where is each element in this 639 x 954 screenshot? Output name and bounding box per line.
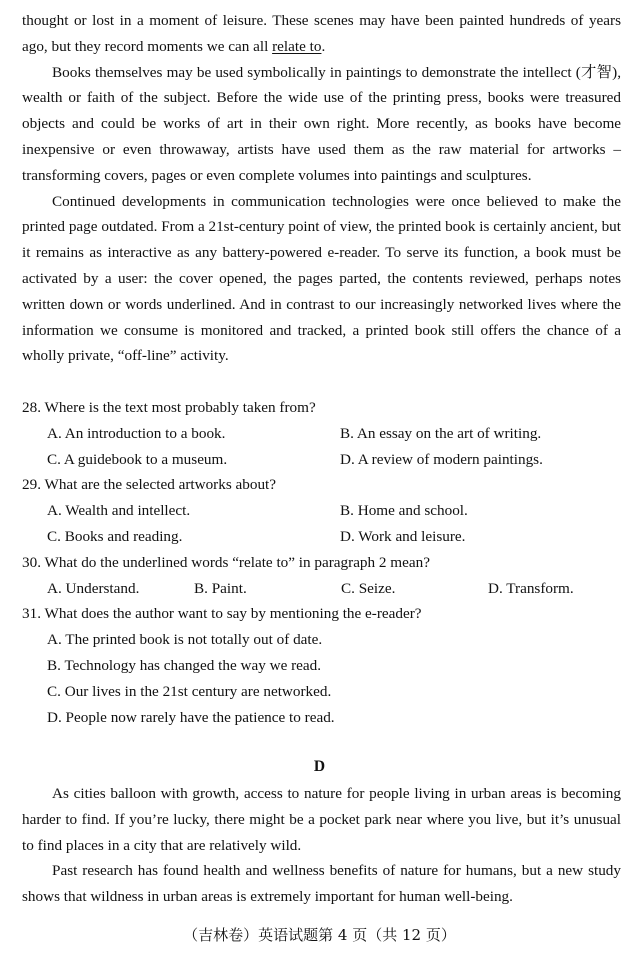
passage-c-paragraph-2: Books themselves may be used symbolically in paintings to demonstrate the intellect (才智), wealth or faith of the subject. Before the wide use of the printing press, books were treasured objects and could be works of art in their own right. More recently, as books have become inexpensive or even throwaway, artists have used them as the raw material for artworks – transforming covers, pages or even complete volumes into paintings and sculptures. — [22, 63, 621, 184]
passage-d — [22, 781, 621, 910]
passage-c — [22, 8, 621, 369]
question-29 — [22, 472, 621, 549]
option-c: C. A guidebook to a museum. — [47, 450, 228, 468]
option-c: C. Our lives in the 21st century are networked. — [47, 682, 332, 700]
passage-c-paragraph-3: Continued developments in communication technologies were once believed to make the printed page outdated. From a 21st-century point of view, the printed book is certainly ancient, but it remains as interactive as any battery-powered e-reader. To serve its function, a book must be activated by a user: the cover opened, the pages parted, the contents reviewed, perhaps notes written down or words underlined. And in contrast to our increasingly networked lives where the information we consume is monitored and tracked, a printed book still offers the chance of a wholly private, “off-line” activity. — [22, 192, 621, 365]
question-30 — [22, 550, 621, 602]
option-b: B. Paint. — [194, 579, 247, 597]
option-b: B. An essay on the art of writing. — [340, 424, 542, 442]
option-d: D. A review of modern paintings. — [340, 450, 543, 468]
page-footer: （吉林卷）英语试题第 4 页（共 12 页） — [183, 926, 456, 944]
option-d: D. Work and leisure. — [340, 527, 466, 545]
option-d: D. Transform. — [488, 579, 574, 597]
option-a: A. The printed book is not totally out of date. — [47, 631, 323, 649]
option-a: A. Wealth and intellect. — [47, 502, 191, 520]
option-b: B. Home and school. — [340, 502, 468, 520]
option-a: A. Understand. — [47, 579, 140, 597]
question-31 — [22, 601, 621, 730]
question-stem: 29. What are the selected artworks about? — [22, 476, 277, 494]
question-list — [22, 395, 621, 730]
passage-d-paragraph-2: Past research has found health and wellness benefits of nature for humans, but a new study shows that wildness in urban areas is extremely important for human well-being. — [22, 862, 621, 906]
question-stem: 31. What does the author want to say by mentioning the e-reader? — [22, 605, 422, 623]
section-heading: D — [313, 758, 326, 775]
question-28 — [22, 395, 621, 472]
passage-d-paragraph-1: As cities balloon with growth, access to nature for people living in urban areas is becoming harder to find. If you’re lucky, there might be a pocket park near where you live, but it’s unusual to find places in a city that are relatively wild. — [22, 785, 621, 854]
question-stem: 30. What do the underlined words “relate to” in paragraph 2 mean? — [22, 553, 430, 571]
question-stem: 28. Where is the text most probably taken from? — [22, 399, 316, 416]
option-d: D. People now rarely have the patience to read. — [47, 708, 335, 726]
option-c: C. Books and reading. — [47, 527, 183, 545]
option-b: B. Technology has changed the way we read. — [47, 656, 322, 674]
option-c: C. Seize. — [341, 579, 396, 597]
option-a: A. An introduction to a book. — [47, 424, 226, 442]
passage-c-paragraph-1-end: thought or lost in a moment of leisure. These scenes may have been painted hundreds of years ago, but they record moments we can all relate to. — [22, 12, 621, 55]
underlined-phrase: relate to — [272, 37, 322, 55]
